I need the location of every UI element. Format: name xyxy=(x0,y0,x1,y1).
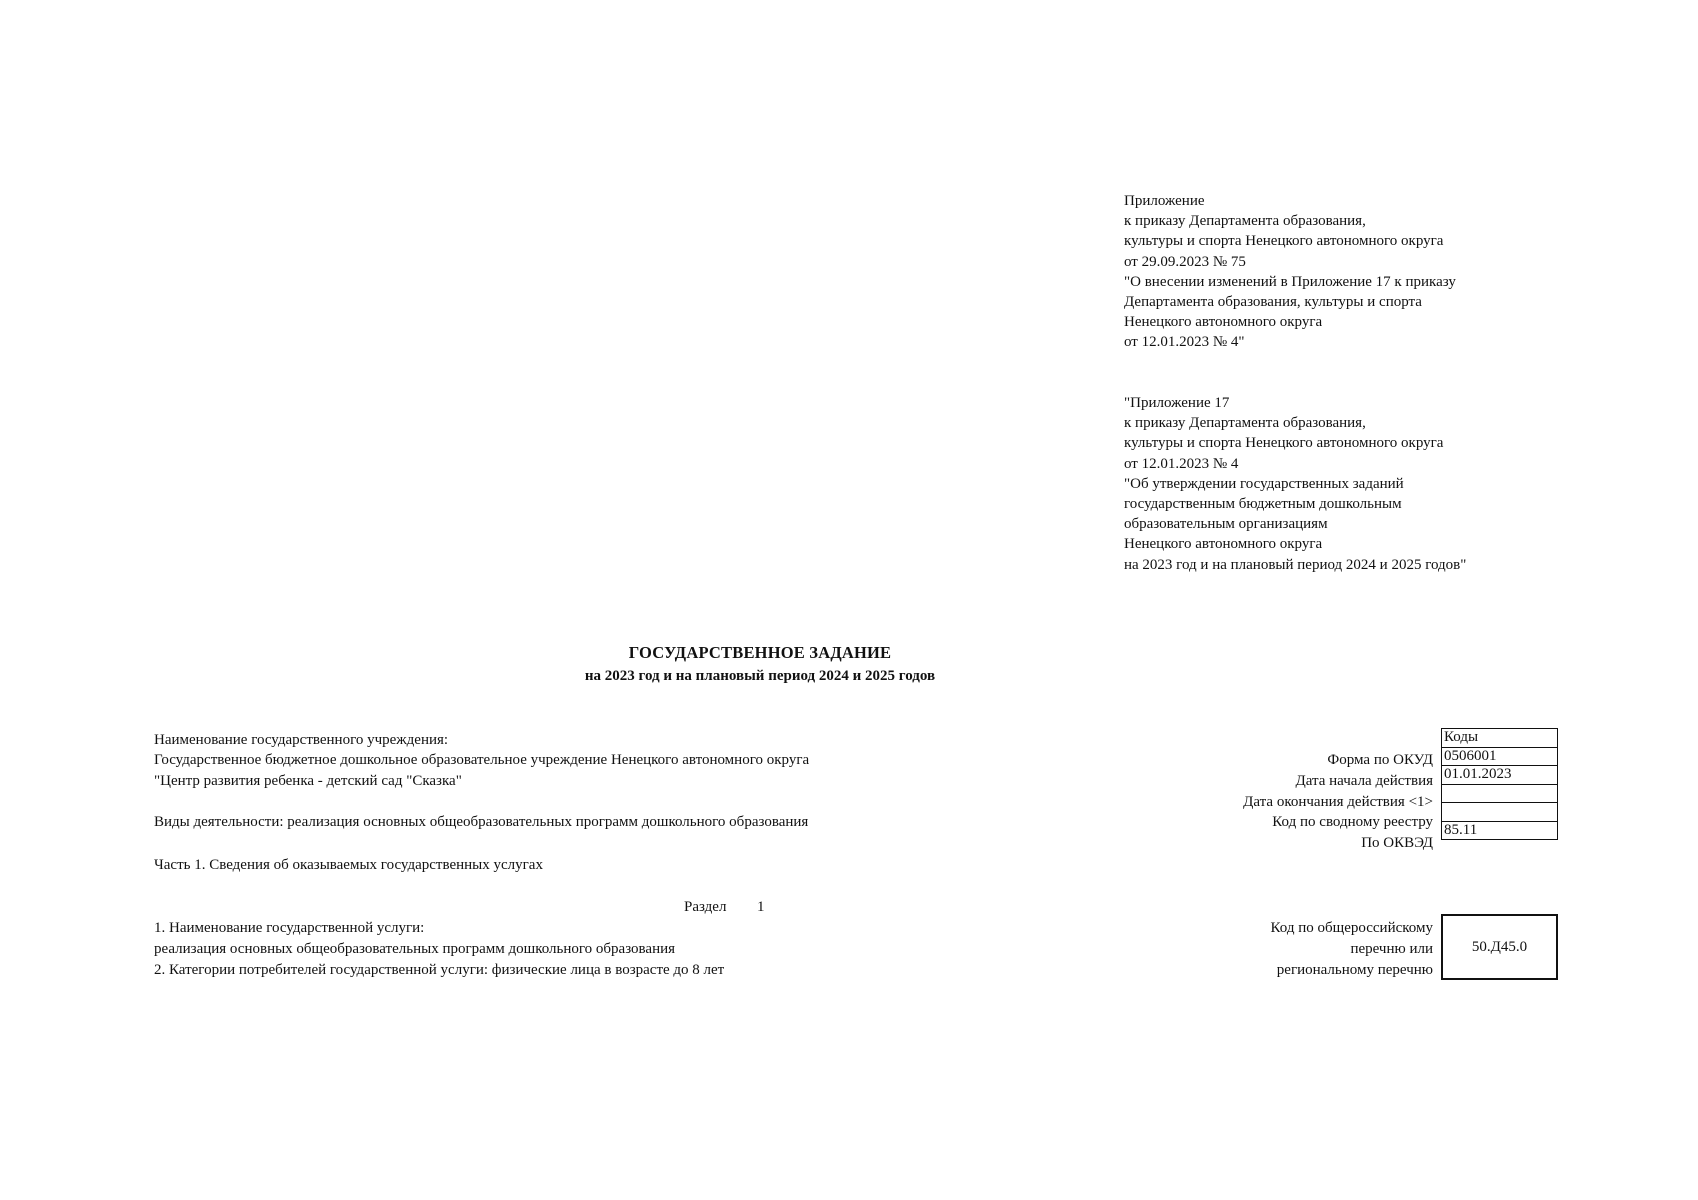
service-name-label: 1. Наименование государственной услуги: xyxy=(154,920,425,936)
registry-code-value xyxy=(1442,803,1558,822)
annex-line: Ненецкого автономного округа xyxy=(1124,536,1323,553)
annex-line: "Приложение 17 xyxy=(1124,395,1230,411)
document-title: ГОСУДАРСТВЕННОЕ ЗАДАНИЕ xyxy=(628,643,892,662)
end-date-value xyxy=(1442,784,1558,803)
table-row xyxy=(1442,784,1558,803)
codes-header: Коды xyxy=(1442,729,1558,748)
annex-line: культуры и спорта Ненецкого автономного округа xyxy=(1124,233,1444,250)
annex-original-header xyxy=(1124,393,1466,575)
start-date-value: 01.01.2023 xyxy=(1442,766,1558,785)
annex-line: от 29.09.2023 № 75 xyxy=(1124,253,1246,270)
institution-name-line1: Государственное бюджетное дошкольное образовательное учреждение Ненецкого автономного округа xyxy=(154,752,810,768)
annex-line: государственным бюджетным дошкольным xyxy=(1124,495,1402,512)
registry-code-box xyxy=(1441,914,1558,980)
annex-line: к приказу Департамента образования, xyxy=(1124,415,1366,432)
institution-label: Наименование государственного учреждения: xyxy=(154,732,449,748)
registry-code-label: Код по сводному реестру xyxy=(1272,814,1433,830)
codes-table xyxy=(1441,728,1558,840)
annex-line: "О внесении изменений в Приложение 17 к приказу xyxy=(1124,273,1456,290)
document-subtitle: на 2023 год и на плановый период 2024 и 2025 годов xyxy=(584,668,936,684)
annex-line: от 12.01.2023 № 4" xyxy=(1124,334,1245,351)
institution-name-line2: "Центр развития ребенка - детский сад "Сказка" xyxy=(154,773,462,789)
table-row xyxy=(1442,821,1558,840)
annex-line: образовательным организациям xyxy=(1124,516,1328,533)
okud-label: Форма по ОКУД xyxy=(1327,752,1433,768)
registry-code-value: 50.Д45.0 xyxy=(1471,938,1528,955)
section-number: 1 xyxy=(757,899,765,915)
service-name: реализация основных общеобразовательных программ дошкольного образования xyxy=(154,941,676,957)
okud-value: 0506001 xyxy=(1442,747,1558,766)
activity-types: Виды деятельности: реализация основных общеобразовательных программ дошкольного образования xyxy=(154,814,809,830)
annex-amendment-header xyxy=(1124,191,1456,353)
registry-label-line2: перечню или xyxy=(1350,941,1433,957)
end-date-label: Дата окончания действия <1> xyxy=(1243,794,1433,810)
annex-line: от 12.01.2023 № 4 xyxy=(1124,455,1239,472)
annex-line: "Об утверждении государственных заданий xyxy=(1124,475,1404,492)
part-heading: Часть 1. Сведения об оказываемых государственных услугах xyxy=(154,857,543,873)
annex-line: Ненецкого автономного округа xyxy=(1124,314,1323,331)
section-label: Раздел xyxy=(684,899,727,915)
okved-label: По ОКВЭД xyxy=(1361,835,1433,851)
table-row xyxy=(1442,747,1558,766)
okved-value: 85.11 xyxy=(1442,821,1558,840)
annex-line: культуры и спорта Ненецкого автономного округа xyxy=(1124,435,1444,452)
table-row xyxy=(1442,729,1558,748)
table-row xyxy=(1442,766,1558,785)
annex-line: Приложение xyxy=(1124,193,1205,209)
table-row xyxy=(1442,803,1558,822)
annex-line: Департамента образования, культуры и спорта xyxy=(1124,293,1422,310)
registry-label-line3: региональному перечню xyxy=(1276,962,1433,978)
annex-line: на 2023 год и на плановый период 2024 и 2025 годов" xyxy=(1124,556,1467,573)
start-date-label: Дата начала действия xyxy=(1295,773,1433,789)
consumer-categories: 2. Категории потребителей государственной услуги: физические лица в возрасте до 8 лет xyxy=(154,962,725,978)
registry-label-line1: Код по общероссийскому xyxy=(1270,920,1433,936)
annex-line: к приказу Департамента образования, xyxy=(1124,213,1366,230)
